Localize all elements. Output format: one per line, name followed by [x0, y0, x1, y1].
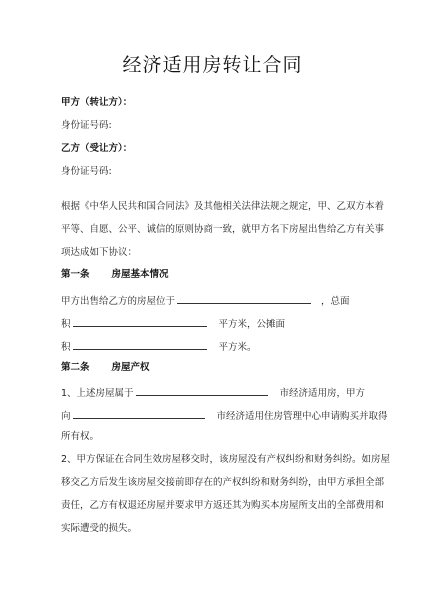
article-1-title: 房屋基本情况 [111, 269, 169, 280]
article-1-line-3 [61, 339, 257, 354]
preamble-line-1: 根据《中华人民共和国合同法》及其他相关法律法规之规定，甲、乙双方本着 [61, 201, 385, 212]
article-1-shared-prefix: 积 [61, 342, 71, 353]
article-2-p1-text-a: 1、上述房屋属于 [61, 388, 134, 399]
party-a-label: 甲方（转让方）： [61, 97, 133, 108]
article-1-heading [61, 269, 169, 281]
article-1-shared-area-text: 平方米，公摊面 [218, 319, 286, 330]
article-1-number: 第一条 [61, 269, 90, 280]
article-2-p2-line-1: 2、甲方保证在合同生效房屋移交时，该房屋没有产权纠纷和财务纠纷。如房屋 [61, 454, 391, 465]
party-b-label: 乙方（受让方）： [61, 143, 133, 154]
article-2-heading [61, 362, 150, 374]
city-blank-1 [136, 385, 268, 396]
city-blank-2 [73, 408, 205, 419]
article-1-line-1 [61, 293, 350, 308]
article-1-unit-text: 平方米。 [218, 342, 257, 353]
article-2-p1-text-d: 市经济适用住房管理中心申请购买并取得 [216, 411, 388, 422]
article-1-area-prefix: 积 [61, 319, 71, 330]
article-1-line-2 [61, 316, 285, 331]
article-2-number: 第二条 [61, 362, 90, 373]
location-blank [177, 293, 311, 304]
area-blank [73, 316, 207, 327]
article-1-area-text: ，总面 [321, 296, 350, 307]
document-title: 经济适用房转让合同 [122, 54, 303, 76]
party-a-id-label: 身份证号码: [61, 120, 112, 131]
article-2-title: 房屋产权 [111, 362, 150, 373]
preamble-line-3: 项达成如下协议： [61, 247, 138, 258]
article-2-p1-text-c: 向 [61, 411, 71, 422]
article-2-p2-line-3: 责任，乙方有权退还房屋并要求甲方返还其为购买本房屋所支出的全部费用和 [61, 500, 385, 511]
article-2-p1-line-2 [61, 408, 388, 423]
party-b-id-label: 身份证号码: [61, 166, 112, 177]
article-2-p2-line-2: 移交乙方后发生该房屋交接前即存在的产权纠纷和财务纠纷，由甲方承担全部 [61, 477, 385, 488]
article-2-p1-text-b: 市经济适用房，甲方 [279, 388, 366, 399]
article-2-p1-line-1 [61, 385, 365, 400]
article-1-location-text: 甲方出售给乙方的房屋位于 [61, 296, 176, 307]
shared-area-blank [73, 339, 207, 350]
article-2-p1-line-3: 所有权。 [61, 431, 100, 442]
article-2-p2-line-4: 实际遭受的损失。 [61, 523, 138, 534]
preamble-line-2: 平等、自愿、公平、诚信的原则协商一致，就甲方名下房屋出售给乙方有关事 [61, 224, 385, 235]
